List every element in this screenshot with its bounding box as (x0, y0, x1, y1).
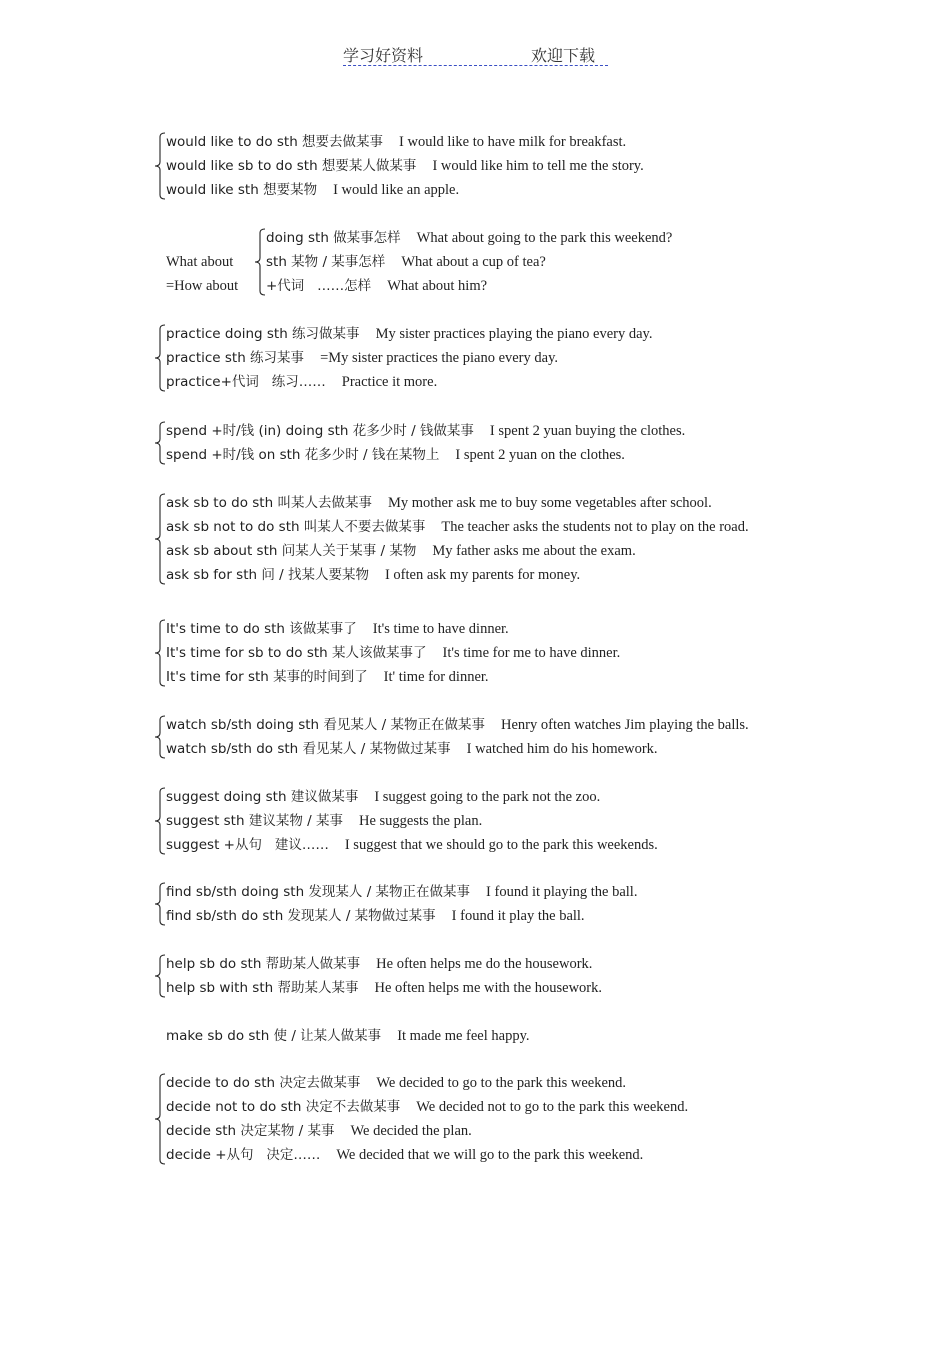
phrase-line (166, 1143, 688, 1167)
phrase-pattern: It's time for sth 某事的时间到了 (166, 669, 368, 685)
phrase-pattern: practice sth 练习某事 (166, 350, 305, 366)
phrase-line (166, 641, 620, 665)
phrase-group (166, 617, 620, 689)
phrase-example: What about a cup of tea? (401, 254, 546, 270)
phrase-line (166, 130, 644, 154)
phrase-line (166, 563, 749, 587)
curly-brace-icon (254, 228, 266, 296)
phrase-example: My mother ask me to buy some vegetables after school. (387, 495, 712, 511)
phrase-line (166, 539, 749, 563)
phrase-group (166, 713, 749, 761)
phrase-example: What about going to the park this weekend? (416, 230, 673, 246)
phrase-group (166, 322, 652, 394)
phrase-line (166, 833, 658, 857)
phrase-example: I found it playing the ball. (486, 884, 638, 900)
phrase-pattern: practice doing sth 练习做某事 (166, 326, 360, 342)
curly-brace-icon (154, 787, 166, 855)
phrase-example: I watched him do his homework. (466, 741, 658, 757)
phrase-pattern: sth 某物 / 某事怎样 (266, 254, 386, 270)
phrase-pattern: It's time for sb to do sth 某人该做某事了 (166, 645, 427, 661)
curly-brace-icon (154, 882, 166, 926)
curly-brace-icon (154, 619, 166, 687)
curly-brace-icon (154, 324, 166, 392)
phrase-pattern: help sb do sth 帮助某人做某事 (166, 956, 361, 972)
phrase-example: My father asks me about the exam. (432, 543, 636, 559)
phrase-example: It' time for dinner. (383, 669, 489, 685)
phrase-line (166, 809, 658, 833)
phrase-pattern: find sb/sth doing sth 发现某人 / 某物正在做某事 (166, 884, 471, 900)
phrase-pattern: It's time to do sth 该做某事了 (166, 621, 357, 637)
phrase-example: Henry often watches Jim playing the balls. (501, 717, 749, 733)
phrase-pattern: suggest doing sth 建议做某事 (166, 789, 359, 805)
phrase-pattern: help sb with sth 帮助某人某事 (166, 980, 359, 996)
phrase-pattern: decide sth 决定某物 / 某事 (166, 1123, 335, 1139)
phrase-pattern: watch sb/sth do sth 看见某人 / 某物做过某事 (166, 741, 451, 757)
what-about-label (166, 250, 238, 298)
curly-brace-icon (154, 1073, 166, 1165)
phrase-line (166, 665, 620, 689)
phrase-pattern: make sb do sth 使 / 让某人做某事 (166, 1028, 382, 1044)
phrase-line (166, 178, 644, 202)
phrase-example: He often helps me do the housework. (376, 956, 593, 972)
phrase-line (166, 976, 602, 1000)
phrase-pattern: decide not to do sth 决定不去做某事 (166, 1099, 401, 1115)
phrase-pattern: ask sb for sth 问 / 找某人要某物 (166, 567, 369, 583)
phrase-group (166, 130, 644, 202)
header-right-text: 欢迎下载 (531, 46, 596, 65)
curly-brace-icon (154, 954, 166, 998)
phrase-line (166, 1071, 688, 1095)
phrase-pattern: would like sb to do sth 想要某人做某事 (166, 158, 417, 174)
phrase-example: I found it play the ball. (451, 908, 585, 924)
phrase-group (166, 491, 749, 587)
phrase-pattern: decide +从句 决定…… (166, 1147, 321, 1163)
phrase-pattern: practice+代词 练习…… (166, 374, 326, 390)
phrase-line (166, 952, 602, 976)
phrase-example: It's time to have dinner. (372, 621, 509, 637)
phrase-group (166, 1071, 688, 1167)
phrase-example: It made me feel happy. (397, 1028, 530, 1044)
phrase-example: What about him? (387, 278, 488, 294)
phrase-line (166, 1119, 688, 1143)
what-about-group (266, 226, 672, 298)
phrase-pattern: spend +时/钱 on sth 花多少时 / 钱在某物上 (166, 447, 440, 463)
phrase-example: I would like to have milk for breakfast. (399, 134, 627, 150)
phrase-line (266, 274, 672, 298)
page-header (343, 41, 608, 66)
phrase-example: It's time for me to have dinner. (442, 645, 621, 661)
curly-brace-icon (154, 715, 166, 759)
phrase-example: We decided to go to the park this weekend. (376, 1075, 627, 1091)
phrase-pattern: would like to do sth 想要去做某事 (166, 134, 384, 150)
phrase-example: I suggest that we should go to the park this weekends. (344, 837, 658, 853)
phrase-example: He often helps me with the housework. (374, 980, 603, 996)
phrase-example: The teacher asks the students not to play on the road. (441, 519, 749, 535)
phrase-example: I would like him to tell me the story. (432, 158, 644, 174)
phrase-pattern: doing sth 做某事怎样 (266, 230, 401, 246)
phrase-example: =My sister practices the piano every day. (320, 350, 559, 366)
phrase-line (166, 1095, 688, 1119)
curly-brace-icon (154, 493, 166, 585)
phrase-pattern: find sb/sth do sth 发现某人 / 某物做过某事 (166, 908, 436, 924)
phrase-pattern: spend +时/钱 (in) doing sth 花多少时 / 钱做某事 (166, 423, 474, 439)
phrase-example: Practice it more. (341, 374, 438, 390)
phrase-group (166, 952, 602, 1000)
how-about-text: =How about (166, 278, 239, 294)
what-about-text: What about (166, 254, 234, 270)
phrase-example: We decided not to go to the park this weekend. (416, 1099, 689, 1115)
phrase-group (166, 880, 637, 928)
curly-brace-icon (154, 421, 166, 465)
phrase-line (166, 370, 652, 394)
phrase-example: We decided the plan. (350, 1123, 472, 1139)
phrase-line (166, 491, 749, 515)
phrase-pattern: ask sb not to do sth 叫某人不要去做某事 (166, 519, 426, 535)
phrase-line (166, 419, 685, 443)
phrase-example: We decided that we will go to the park this weekend. (336, 1147, 644, 1163)
phrase-group (166, 419, 685, 467)
phrase-group (166, 1024, 530, 1048)
phrase-example: I suggest going to the park not the zoo. (374, 789, 601, 805)
phrase-pattern: +代词 ……怎样 (266, 278, 372, 294)
phrase-line (266, 226, 672, 250)
phrase-pattern: decide to do sth 决定去做某事 (166, 1075, 361, 1091)
phrase-line (166, 713, 749, 737)
phrase-line (166, 515, 749, 539)
phrase-pattern: suggest +从句 建议…… (166, 837, 329, 853)
phrase-example: My sister practices playing the piano every day. (375, 326, 653, 342)
phrase-pattern: watch sb/sth doing sth 看见某人 / 某物正在做某事 (166, 717, 486, 733)
phrase-line (166, 617, 620, 641)
phrase-line (166, 737, 749, 761)
phrase-example: I spent 2 yuan buying the clothes. (489, 423, 686, 439)
phrase-line (166, 322, 652, 346)
phrase-line (166, 346, 652, 370)
phrase-line (166, 1024, 530, 1048)
phrase-example: I spent 2 yuan on the clothes. (455, 447, 625, 463)
phrase-line (166, 904, 637, 928)
curly-brace-icon (154, 132, 166, 200)
phrase-pattern: suggest sth 建议某物 / 某事 (166, 813, 343, 829)
phrase-line (166, 154, 644, 178)
phrase-line (166, 880, 637, 904)
header-left-text: 学习好资料 (343, 46, 424, 65)
phrase-pattern: ask sb about sth 问某人关于某事 / 某物 (166, 543, 417, 559)
phrase-example: He suggests the plan. (358, 813, 483, 829)
phrase-line (266, 250, 672, 274)
phrase-group (166, 785, 658, 857)
phrase-example: I often ask my parents for money. (384, 567, 581, 583)
phrase-pattern: ask sb to do sth 叫某人去做某事 (166, 495, 372, 511)
phrase-line (166, 443, 685, 467)
phrase-example: I would like an apple. (333, 182, 460, 198)
phrase-line (166, 785, 658, 809)
phrase-pattern: would like sth 想要某物 (166, 182, 318, 198)
